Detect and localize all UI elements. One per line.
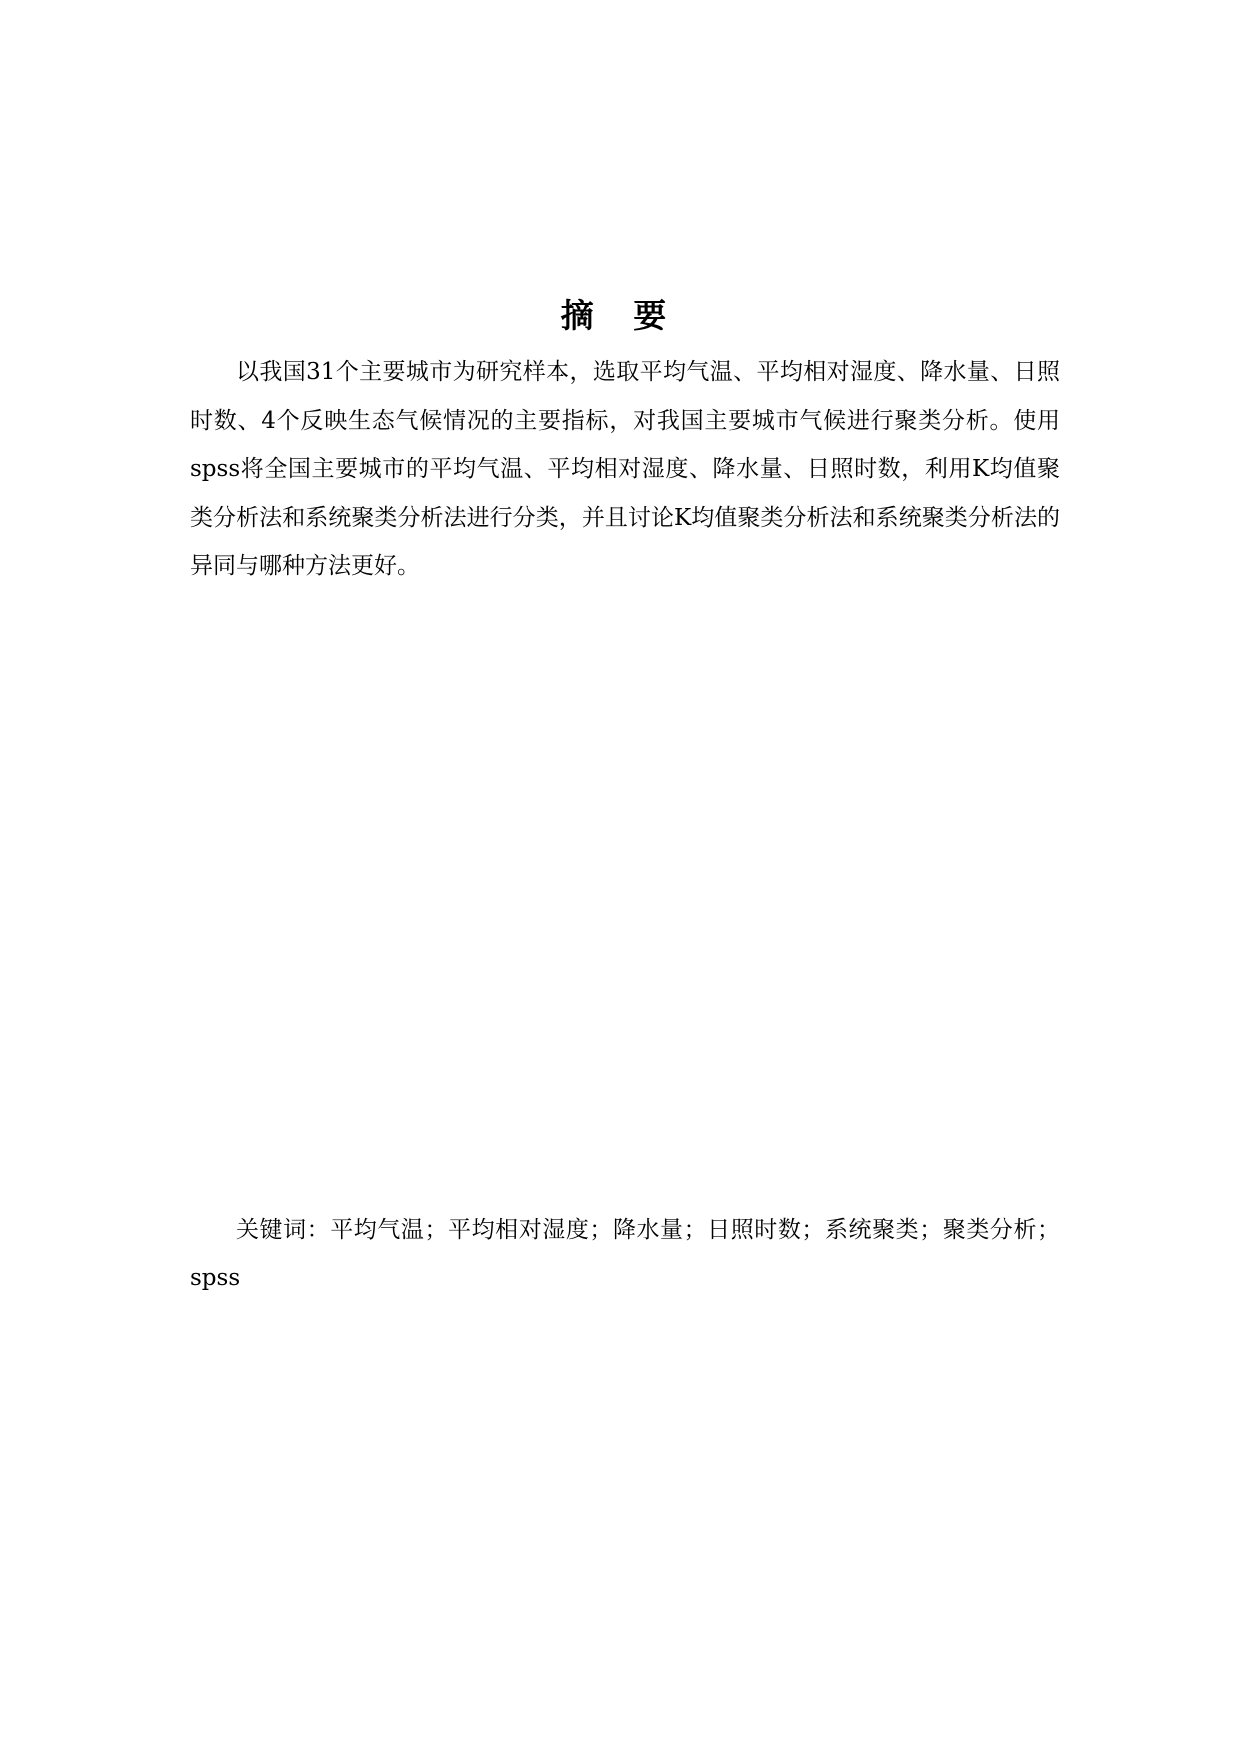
- keywords-line: 关键词：平均气温；平均相对湿度；降水量；日照时数；系统聚类；聚类分析；spss: [190, 1217, 1060, 1291]
- abstract-body: 以我国31个主要城市为研究样本，选取平均气温、平均相对湿度、降水量、日照时数、4个反映生态气候情况的主要指标，对我国主要城市气候进行聚类分析。使用spss将全国主要城市的平均气温、平均相对湿度、降水量、日照时数，利用K均值聚类分析法和系统聚类分析法进行分类，并且讨论K均值聚类分析法和系统聚类分析法的异同与哪种方法更好。: [190, 359, 1060, 580]
- abstract-title: 摘 要: [560, 296, 681, 335]
